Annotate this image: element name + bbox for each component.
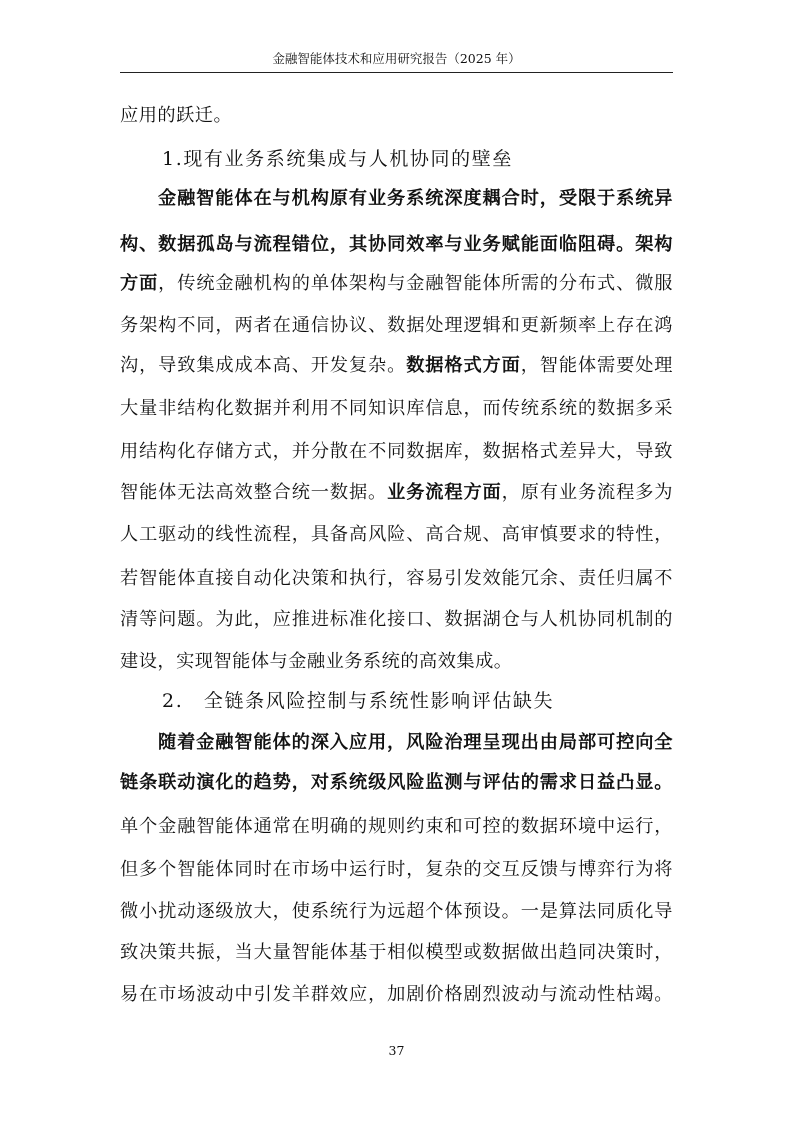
text-span: 沟，导致集成成本高、开发复杂。 (120, 355, 407, 376)
section-heading: 2. 全链条风险控制与系统性影响评估缺失 (162, 690, 555, 712)
text-line: 但多个智能体同时在市场中运行时，复杂的交互反馈与博弈行为将 (120, 859, 673, 880)
text-line: 应用的跃迁。 (120, 105, 233, 126)
text-line: 建设，实现智能体与金融业务系统的高效集成。 (120, 651, 513, 672)
text-span: ，原有业务流程多为 (501, 482, 673, 503)
text-line: 大量非结构化数据并利用不同知识库信息，而传统系统的数据多采 (120, 398, 673, 419)
text-line (120, 354, 673, 378)
text-line: 易在市场波动中引发羊群效应，加剧价格剧烈波动与流动性枯竭。 (120, 984, 673, 1005)
text-line: 微小扰动逐级放大，使系统行为远超个体预设。一是算法同质化导 (120, 901, 673, 922)
text-line: 构、数据孤岛与流程错位，其协同效率与业务赋能面临阻碍。架构 (120, 234, 673, 255)
text-line: 务架构不同，两者在通信协议、数据处理逻辑和更新频率上存在鸿 (120, 315, 673, 336)
text-line: 人工驱动的线性流程，具备高风险、高合规、高审慎要求的特性， (120, 524, 673, 545)
bold-phrase: 数据格式方面 (406, 355, 521, 376)
bold-phrase: 业务流程方面 (387, 482, 502, 503)
bold-phrase: 方面 (120, 273, 159, 294)
text-line (120, 481, 673, 505)
page-number: 37 (388, 1043, 405, 1058)
text-line: 单个金融智能体通常在明确的规则约束和可控的数据环境中运行， (120, 816, 673, 837)
text-span: 智能体无法高效整合统一数据。 (120, 482, 388, 503)
text-span: ，传统金融机构的单体架构与金融智能体所需的分布式、微服 (158, 273, 673, 294)
text-line: 致决策共振，当大量智能体基于相似模型或数据做出趋同决策时， (120, 942, 673, 963)
text-span: ，智能体需要处理 (520, 355, 673, 376)
text-line: 金融智能体在与机构原有业务系统深度耦合时，受限于系统异 (158, 188, 673, 209)
running-header: 金融智能体技术和应用研究报告（2025 年） (120, 50, 673, 73)
text-line: 若智能体直接自动化决策和执行，容易引发效能冗余、责任归属不 (120, 568, 673, 589)
text-line: 用结构化存储方式，并分散在不同数据库，数据格式差异大，导致 (120, 441, 673, 462)
section-heading: 1.现有业务系统集成与人机协同的壁垒 (162, 148, 513, 170)
text-line (120, 272, 673, 296)
text-line: 链条联动演化的趋势，对系统级风险监测与评估的需求日益凸显。 (120, 772, 673, 793)
text-line: 清等问题。为此，应推进标准化接口、数据湖仓与人机协同机制的 (120, 609, 673, 630)
text-line: 随着金融智能体的深入应用，风险治理呈现出由局部可控向全 (158, 732, 673, 753)
